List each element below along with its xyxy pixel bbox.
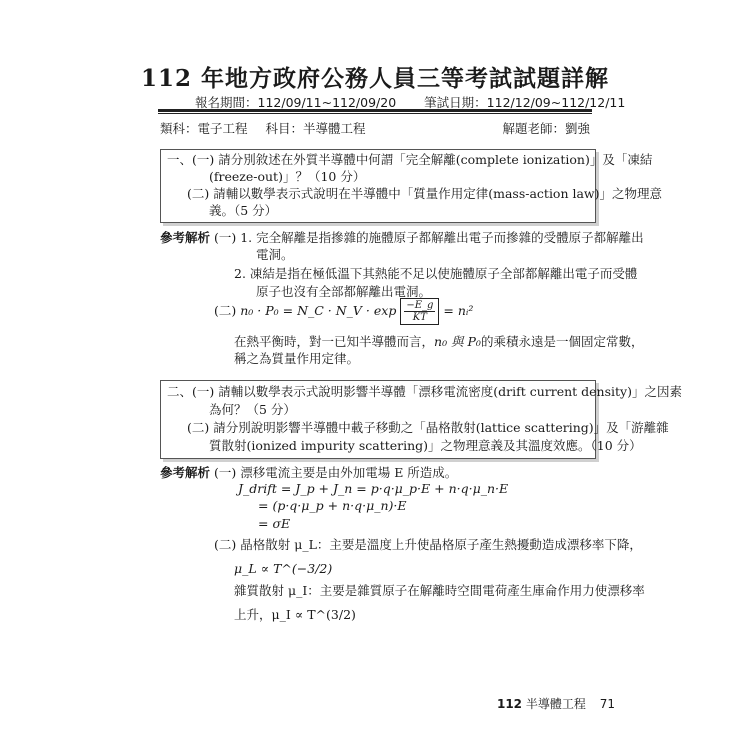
drift-eq-2: = (p·q·μ_p + n·q·μ_n)·E <box>258 498 407 513</box>
a1-line-5-b: n₀ 與 P₀ <box>434 334 481 349</box>
eq-fraction <box>404 300 435 323</box>
a1-line-5-c: 的乘積永遠是一個固定常數， <box>480 334 644 349</box>
a2-line-1: (一) 漂移電流主要是由外加電場 E 所造成。 <box>214 465 458 480</box>
teacher-label: 解題老師：劉強 <box>502 121 590 136</box>
q2-line-3: (二) 請分別說明影響半導體中載子移動之「晶格散射(lattice scattering)」及「游離雜 <box>187 420 669 435</box>
a1-line-2: 電洞。 <box>256 247 294 262</box>
a1-line-5 <box>234 334 643 350</box>
eq-numerator: −E_g <box>406 300 434 311</box>
a1-line-3: 2. 凍結是指在極低溫下其熱能不足以使施體原子全部都解離出電子而受體 <box>234 266 638 281</box>
page-footer <box>497 695 615 712</box>
drift-eq-1: J_drift = J_p + J_n = p·q·μ_p·E + n·q·μ_n·E <box>238 481 509 496</box>
eq-bracket <box>400 298 439 325</box>
registration-period: 報名期間：112/09/11~112/09/20 <box>195 95 397 110</box>
header-rule-thick <box>158 109 592 112</box>
category-label: 類科：電子工程 <box>160 121 248 136</box>
a1-line-5-a: 在熱平衡時，對一已知半導體而言， <box>234 334 435 349</box>
answer-2-label: 參考解析 <box>160 465 211 480</box>
q1-line-2: (freeze-out)」？（10 分） <box>209 169 366 184</box>
footer-subject: 半導體工程 <box>525 697 586 711</box>
a1-line-6: 稱之為質量作用定律。 <box>234 351 360 366</box>
a2-line-3: 雜質散射 μ_I：主要是雜質原子在解離時空間電荷產生庫侖作用力使漂移率 <box>234 583 645 598</box>
q2-line-4: 質散射(ionized impurity scattering)」之物理意義及其溫度效應。（10 分） <box>209 438 642 453</box>
header-rule-thin <box>158 113 592 114</box>
a1-line-4: 原子也沒有全部都解離出電洞。 <box>256 284 432 299</box>
drift-eq-3: = σE <box>258 516 291 531</box>
eq-denominator: KT <box>412 312 427 323</box>
subject-label: 科目：半導體工程 <box>265 121 366 136</box>
eq-right: = nᵢ² <box>443 303 474 318</box>
question-2-box <box>160 380 682 459</box>
eq-left: n₀ · P₀ = N_C · N_V · exp <box>240 303 397 318</box>
eq-prefix: (二) <box>214 303 237 318</box>
lattice-proportion: μ_L ∝ T^(−3/2) <box>234 561 333 576</box>
exam-date: 筆試日期：112/12/09~112/12/11 <box>424 95 626 110</box>
q2-line-2: 為何？（5 分） <box>209 402 296 417</box>
page-number: 71 <box>599 697 615 711</box>
q1-line-1: 一、(一) 請分別敘述在外質半導體中何謂「完全解離(complete ionization)」及「凍結 <box>167 152 653 167</box>
q1-line-4: 義。（5 分） <box>209 203 278 218</box>
q2-line-1: 二、(一) 請輔以數學表示式說明影響半導體「漂移電流密度(drift current density)」之因素 <box>167 384 682 399</box>
footer-number: 112 <box>496 697 523 711</box>
a2-line-4: 上升，μ_I ∝ T^(3/2) <box>234 607 356 622</box>
page-title: 112 年地方政府公務人員三等考試試題詳解 <box>140 65 610 92</box>
mass-action-equation <box>214 298 473 325</box>
a2-line-2: (二) 晶格散射 μ_L：主要是溫度上升使晶格原子產生熱擾動造成漂移率下降， <box>214 537 642 552</box>
question-1-box <box>160 149 663 223</box>
answer-1-label: 參考解析 <box>160 230 211 245</box>
a1-line-1: (一) 1. 完全解離是指摻雜的施體原子都解離出電子而摻雜的受體原子都解離出 <box>214 230 644 245</box>
q1-line-3: (二) 請輔以數學表示式說明在半導體中「質量作用定律(mass-action law)」之物理意 <box>187 186 663 201</box>
exam-meta <box>160 119 590 137</box>
